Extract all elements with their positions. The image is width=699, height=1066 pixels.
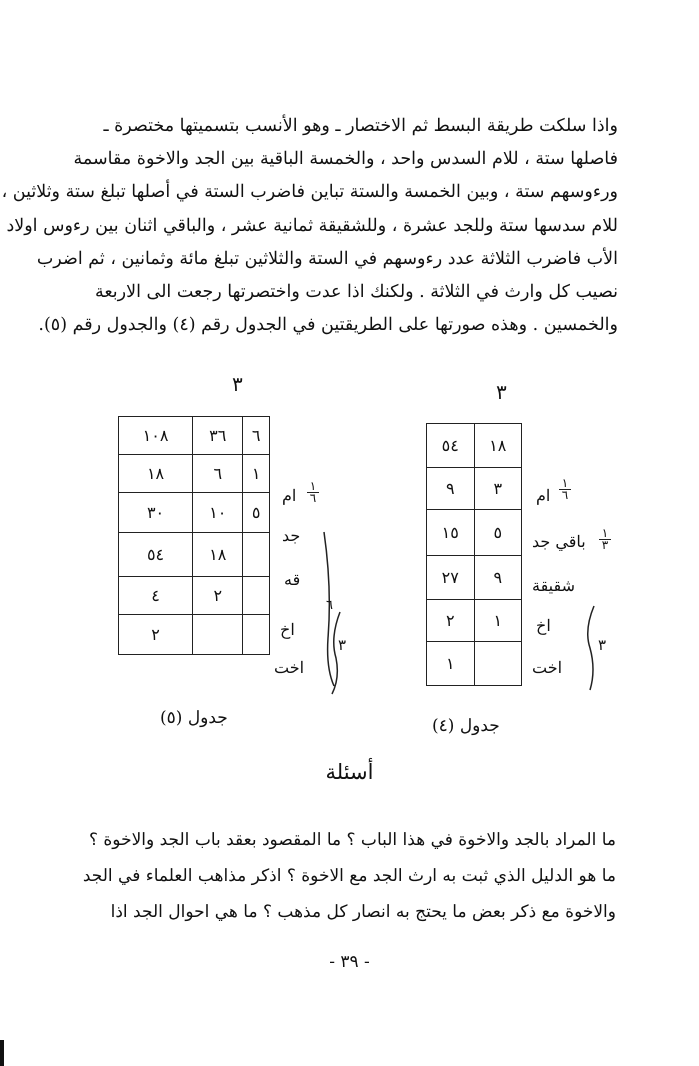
- table5-cell: ٢: [193, 577, 243, 615]
- table5-cell: ١٠: [193, 493, 243, 533]
- table4-cell: ٢٧: [427, 556, 475, 600]
- table5-cell: ٤: [119, 577, 193, 615]
- table5-cell: ٥٤: [119, 533, 193, 577]
- paragraph-line: نصيب كل وارث في الثلاثة . ولكنك اذا عدت واختصرتها رجعت الى الاربعة: [94, 282, 618, 303]
- table5-cell: ٥: [243, 493, 270, 533]
- brace: [588, 606, 594, 690]
- table5-cell: ١٠٨: [119, 417, 193, 455]
- table4-heir-label: باقي جد: [532, 532, 586, 551]
- table5-cell: [243, 577, 270, 615]
- table5-heir-label: اخت: [274, 658, 305, 677]
- table5-braces: [310, 528, 360, 698]
- binding-edge-mark: [0, 1040, 4, 1066]
- table5-cell: ٢: [119, 615, 193, 655]
- table5-cell: [243, 533, 270, 577]
- questions-block: [82, 822, 616, 930]
- table4-cell: ٥: [474, 510, 522, 556]
- table5-heir-label: جد: [282, 526, 301, 545]
- table4-top-label: ٣: [496, 380, 507, 404]
- question-line: والاخوة مع ذكر بعض ما يحتج به انصار كل مذهب ؟ ما هي احوال الجد اذا: [110, 902, 616, 922]
- table5-cell: [243, 615, 270, 655]
- table4-cell: ٩: [427, 468, 475, 510]
- paragraph-line: للام سدسها ستة وللجد عشرة ، وللشقيقة ثمانية عشر ، والباقي اثنان بين رءوس اولاد: [6, 215, 618, 236]
- fraction-denominator: ٦: [309, 491, 317, 505]
- table4-cell: ٢: [427, 600, 475, 642]
- table4-fraction-mother: [558, 478, 572, 501]
- table5-cell: ١: [243, 455, 270, 493]
- table5-heir-label: قه: [284, 570, 301, 589]
- table4-heir-label: اخ: [536, 616, 551, 635]
- table5-brace-inner-label: ٣: [338, 636, 347, 654]
- fraction-numerator: ١: [601, 526, 609, 540]
- table4-cell: ٣: [474, 468, 522, 510]
- table4-fraction-rest: [598, 528, 612, 551]
- paragraph-line: ورءوسهم ستة ، وبين الخمسة والستة تباين فاضرب الستة في أصلها تبلغ ستة وثلاثين ،: [1, 182, 618, 203]
- table4-cell: ٥٤: [427, 424, 475, 468]
- table5-top-label: ٣: [232, 372, 243, 396]
- table4-cell: ١٥: [427, 510, 475, 556]
- table5-grid: [118, 416, 270, 655]
- table5-fraction-mother: [306, 481, 320, 504]
- table4-heir-label: ام: [536, 486, 551, 505]
- paragraph-line: والخمسين . وهذه صورتها على الطريقتين في الجدول رقم (٤) والجدول رقم (٥).: [38, 315, 618, 336]
- paragraph-line: واذا سلكت طريقة البسط ثم الاختصار ـ وهو الأنسب بتسميتها مختصرة ـ: [103, 116, 618, 136]
- fraction-denominator: ٣: [601, 538, 609, 552]
- table4-caption: جدول (٤): [432, 716, 500, 736]
- main-paragraph: [1, 110, 618, 342]
- table5-cell: ١٨: [119, 455, 193, 493]
- table5-brace-outer-label: ٦: [326, 598, 333, 613]
- table5-cell: ٣٠: [119, 493, 193, 533]
- table4-cell: ٩: [474, 556, 522, 600]
- table4-brace-label: ٣: [598, 636, 607, 654]
- fraction-denominator: ٦: [561, 488, 569, 502]
- fraction-numerator: ١: [309, 479, 317, 493]
- table4-heir-label: اخت: [532, 658, 563, 677]
- paragraph-line: الأب فاضرب الثلاثة عدد رءوسهم في الستة والثلاثين تبلغ مائة وثمانين ، ثم اضرب: [36, 248, 618, 269]
- table4-cell: ١: [427, 642, 475, 686]
- table5-cell: ٦: [243, 417, 270, 455]
- table4-cell: ١٨: [474, 424, 522, 468]
- paragraph-line: فاصلها ستة ، للام السدس واحد ، والخمسة الباقية بين الجد والاخوة مقاسمة: [73, 149, 618, 170]
- question-line: ما هو الدليل الذي ثبت به ارث الجد مع الاخوة ؟ اذكر مذاهب العلماء في الجد: [82, 866, 616, 886]
- question-line: ما المراد بالجد والاخوة في هذا الباب ؟ ما المقصود بعقد باب الجد والاخوة ؟: [88, 830, 616, 850]
- table5-cell: [193, 615, 243, 655]
- table5-caption: جدول (٥): [160, 708, 228, 728]
- table5-cell: ٦: [193, 455, 243, 493]
- table5-cell: ١٨: [193, 533, 243, 577]
- table4-grid: [426, 423, 522, 686]
- table5-heir-label: اخ: [280, 620, 295, 639]
- page-number: - ٣٩ -: [329, 952, 370, 972]
- section-heading: أسئلة: [325, 760, 374, 784]
- table4-cell: [474, 642, 522, 686]
- table4-heir-label: شقيقة: [532, 576, 575, 595]
- fraction-numerator: ١: [561, 476, 569, 490]
- table5-heir-label: ام: [282, 486, 297, 505]
- table5-cell: ٣٦: [193, 417, 243, 455]
- table4-cell: ١: [474, 600, 522, 642]
